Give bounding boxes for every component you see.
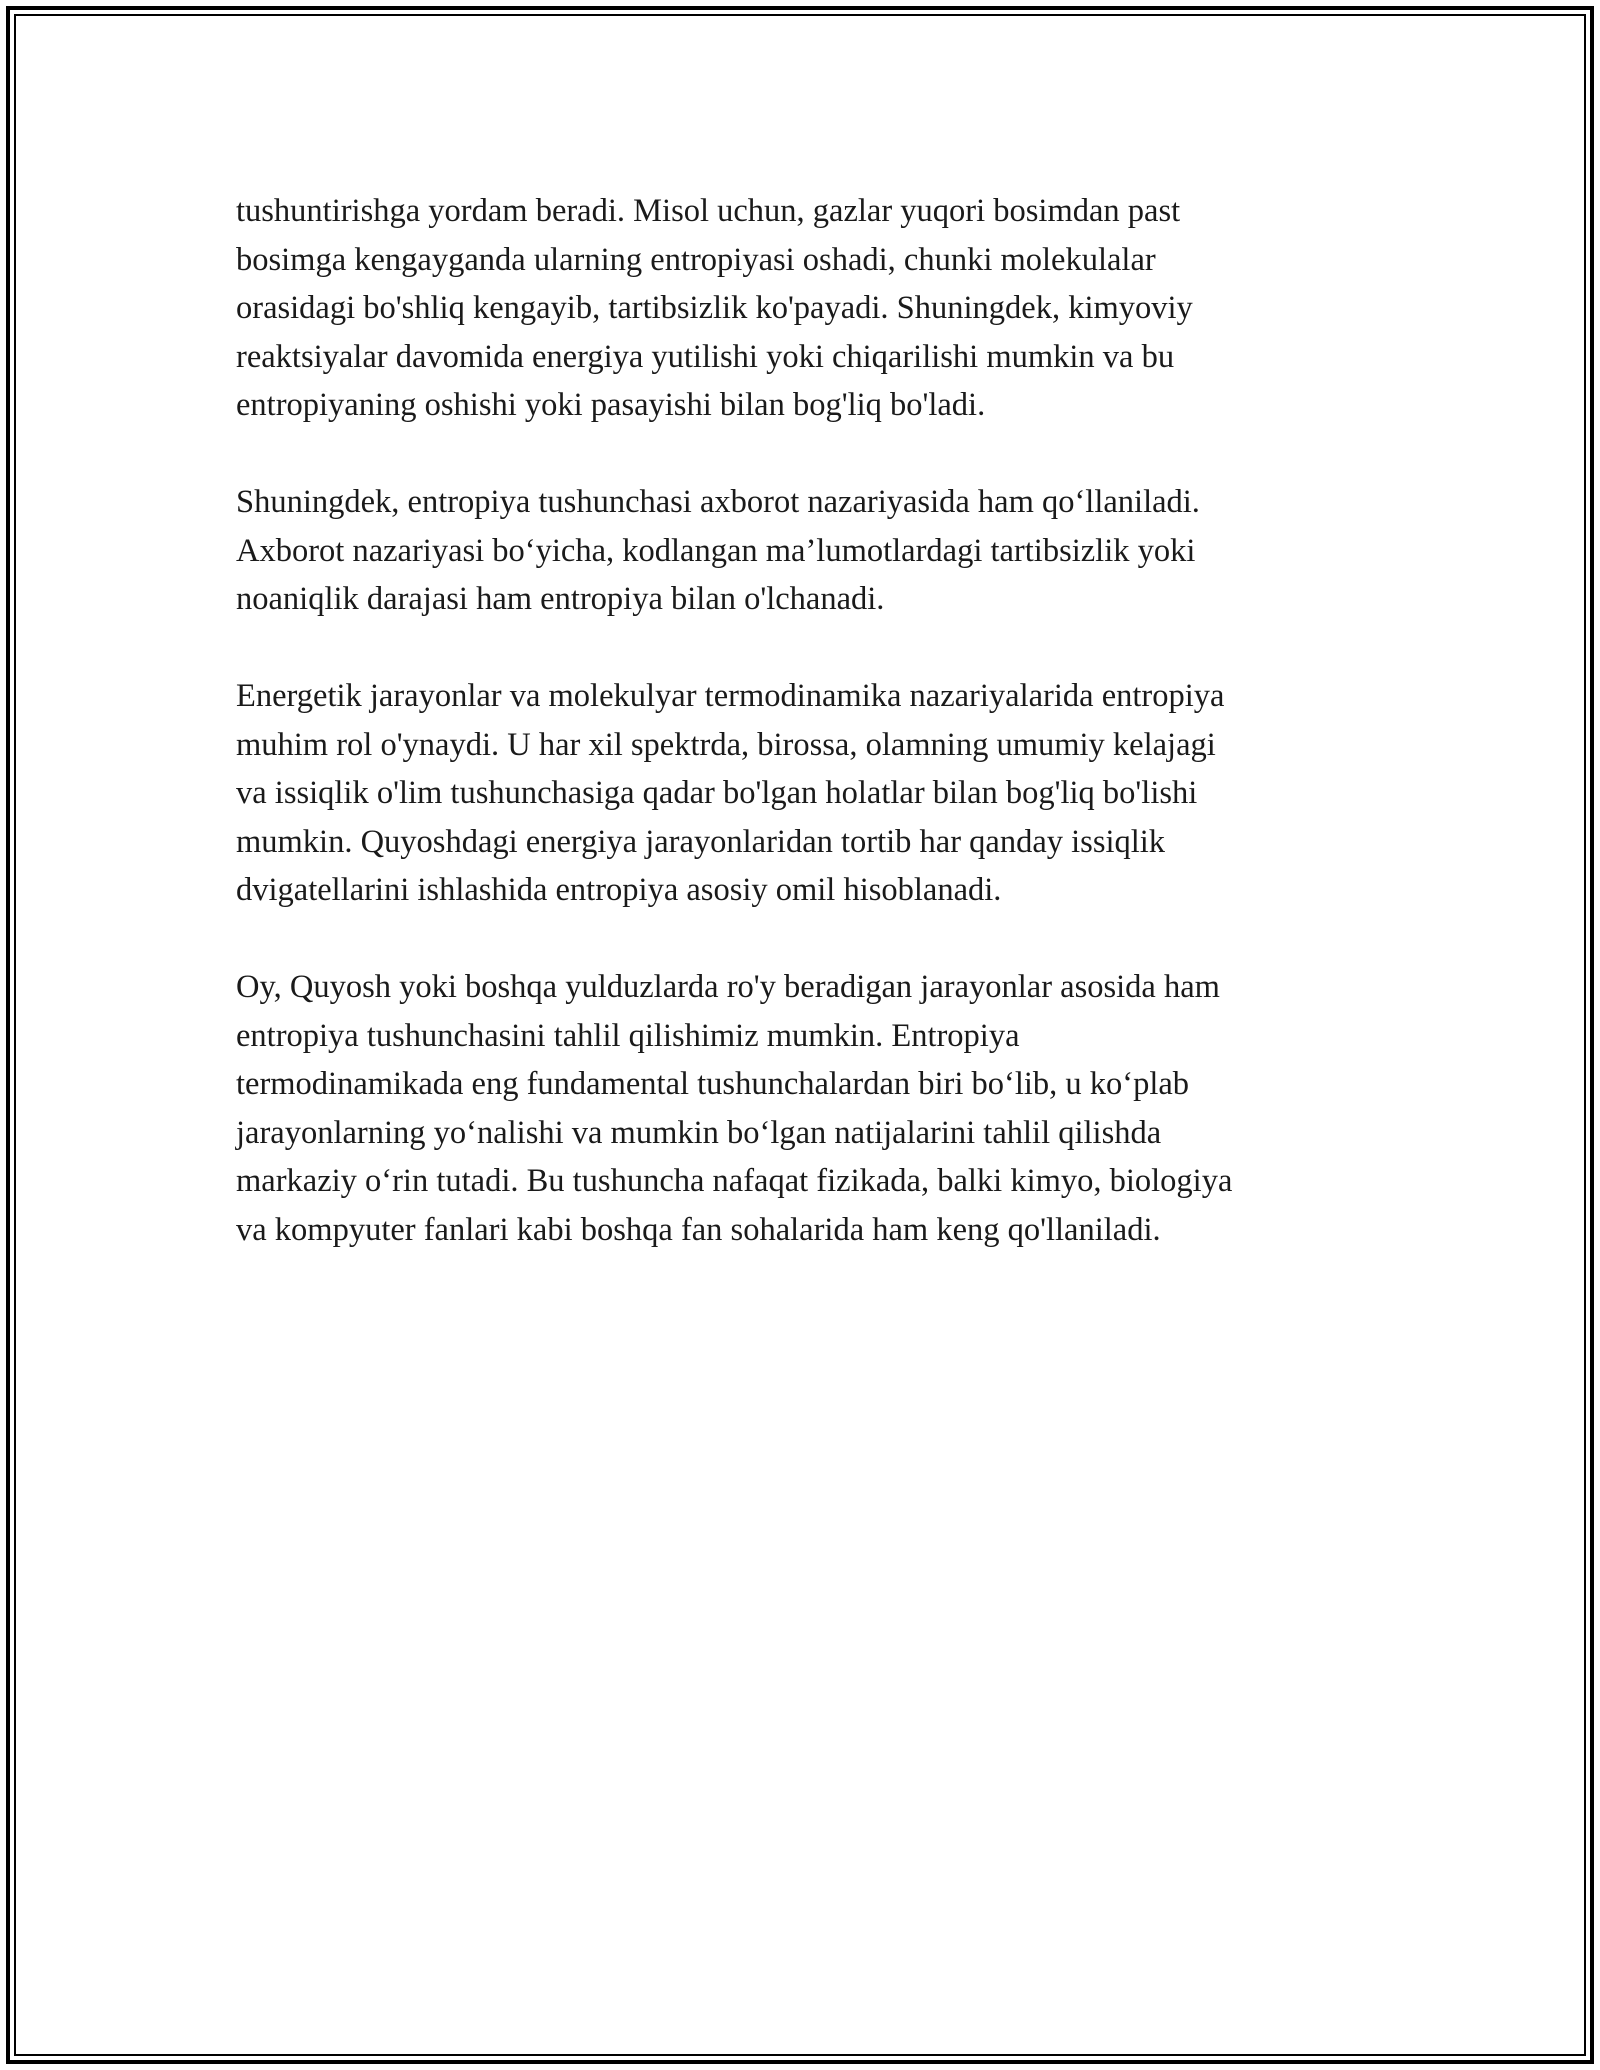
- paragraph-2: Shuningdek, entropiya tushunchasi axborot nazariyasida ham qo‘llaniladi. Axborot nazariyasi bo‘yicha, kodlangan ma’lumotlardagi tartibsizlik yoki noaniqlik darajasi ham entropiya bilan o'lchanadi.: [236, 484, 1200, 617]
- paragraph-1: tushuntirishga yordam beradi. Misol uchun, gazlar yuqori bosimdan past bosimga kengayganda ularning entropiyasi oshadi, chunki molekulalar orasidagi bo'shliq kengayib, tartibsizlik ko'payadi. Shuningdek, kimyoviy reaktsiyalar davomida energiya yutilishi yoki chiqarilishi mumkin va bu entropiyaning oshishi yoki pasayishi bilan bog'liq bo'ladi.: [236, 193, 1193, 423]
- paragraph-4: Oy, Quyosh yoki boshqa yulduzlarda ro'y beradigan jarayonlar asosida ham entropiya tushunchasini tahlil qilishimiz mumkin. Entropiya termodinamikada eng fundamental tushunchalardan biri bo‘lib, u ko‘plab jarayonlarning yo‘nalishi va mumkin bo‘lgan natijalarini tahlil qilishda markaziy o‘rin tutadi. Bu tushuncha nafaqat fizikada, balki kimyo, biologiya va kompyuter fanlari kabi boshqa fan sohalarida ham keng qo'llaniladi.: [236, 969, 1233, 1248]
- paragraph-3: Energetik jarayonlar va molekulyar termodinamika nazariyalarida entropiya muhim rol o'ynaydi. U har xil spektrda, birossa, olamning umumiy kelajagi va issiqlik o'lim tushunchasiga qadar bo'lgan holatlar bilan bog'liq bo'lishi mumkin. Quyoshdagi energiya jarayonlaridan tortib har qanday issiqlik dvigatellarini ishlashida entropiya asosiy omil hisoblanadi.: [236, 678, 1225, 908]
- document-body: [236, 187, 1386, 1303]
